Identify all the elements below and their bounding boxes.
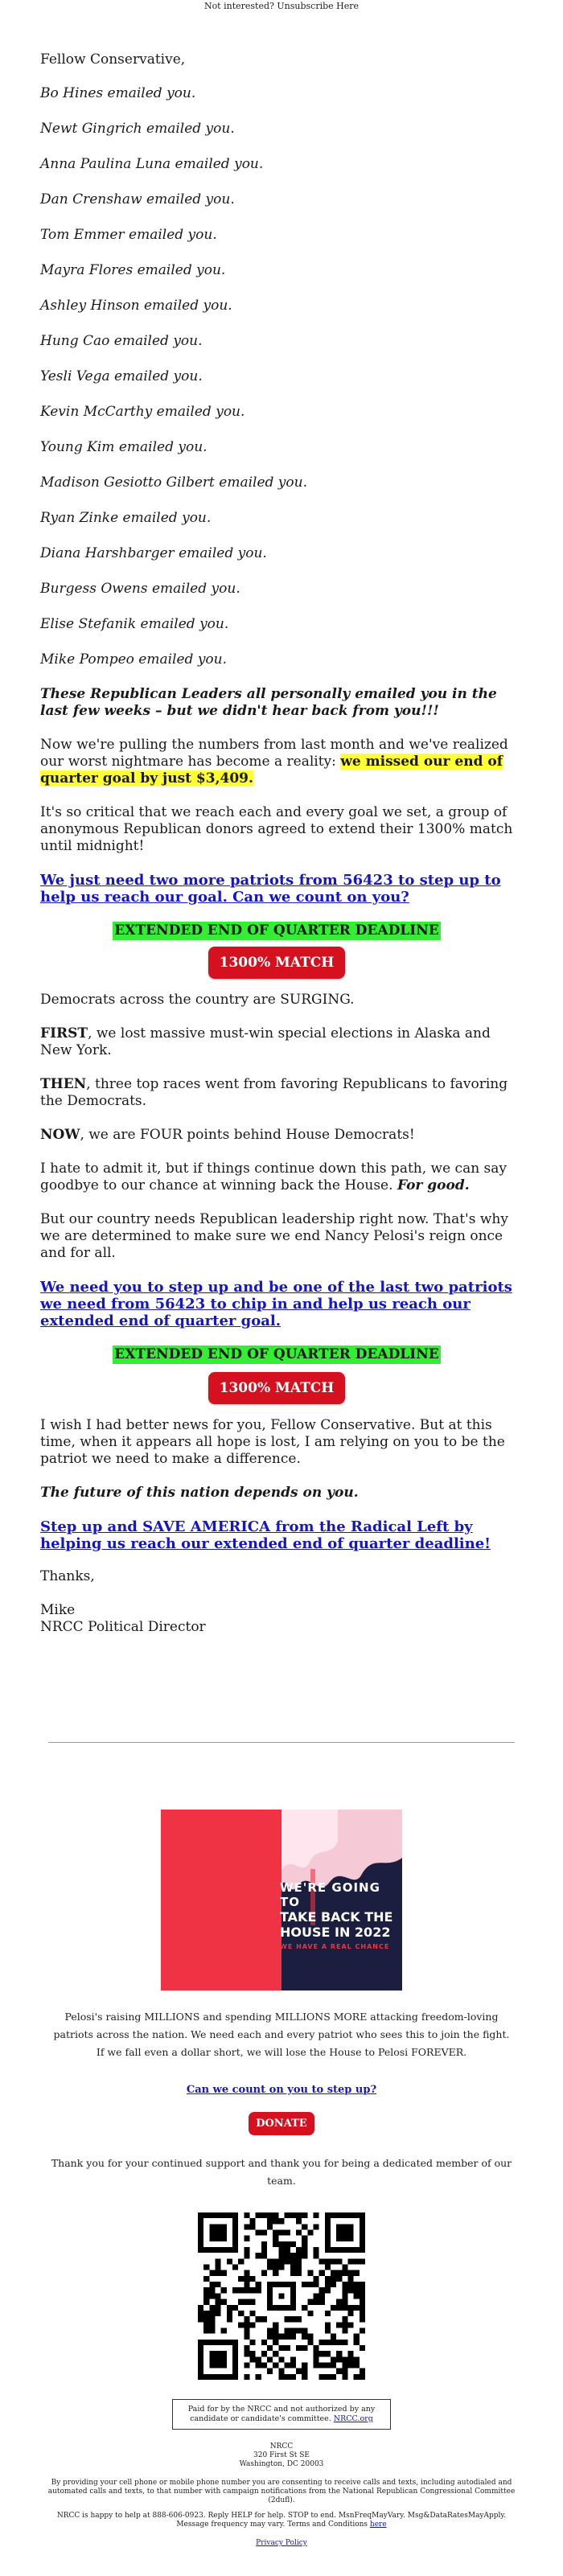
emailed-item: Hung Cao emailed you.: [40, 333, 203, 349]
emailed-item: Mayra Flores emailed you.: [40, 262, 226, 278]
emailed-item: Bo Hines emailed you.: [40, 85, 196, 101]
match-button[interactable]: 1300% MATCH: [208, 1372, 346, 1404]
banner-line-1: WE'RE GOING TO: [280, 1880, 380, 1909]
emailed-item: Tom Emmer emailed you.: [40, 227, 217, 243]
emailed-item: Elise Stefanik emailed you.: [40, 616, 229, 632]
leadership-paragraph: But our country needs Republican leadership right now. That's why we are determined to make sure we end Nancy Pelosi's reign once and for all.: [40, 1211, 508, 1261]
org-name: NRCC: [269, 2442, 294, 2451]
signature-name: Mike: [40, 1602, 76, 1618]
paid-for-text: Paid for by the NRCC and not authorized by any candidate or candidate's committee.: [187, 2405, 376, 2423]
consent-text: By providing your cell phone or mobile phone number you are consenting to receive calls and texts, including autodialed and automated calls and texts, to that number with campaign notifications from the National Republican Congressional Committee (2dufl).: [47, 2479, 516, 2504]
first-text: , we lost massive must-win special elections in Alaska and New York.: [40, 1025, 491, 1058]
count-on-you-link[interactable]: Can we count on you to step up?: [186, 2084, 377, 2096]
qr-code[interactable]: [198, 2212, 365, 2380]
thank-you-paragraph: Thank you for your continued support and thank you for being a dedicated member of our team.: [51, 2157, 512, 2187]
emailed-item: Yesli Vega emailed you.: [40, 368, 203, 384]
now-text: , we are FOUR points behind House Democrats!: [80, 1127, 415, 1143]
org-city: Washington, DC 20003: [239, 2460, 324, 2468]
greeting: Fellow Conservative,: [40, 51, 186, 68]
then-paragraph: [40, 1076, 513, 1110]
banner-line-2: TAKE BACK THE: [280, 1909, 393, 1925]
nrcc-site-link[interactable]: NRCC.org: [333, 2414, 373, 2423]
emailed-item: Ryan Zinke emailed you.: [40, 510, 212, 526]
goodbye-paragraph: [40, 1161, 513, 1194]
donate-button[interactable]: DONATE: [249, 2112, 314, 2135]
future-paragraph: The future of this nation depends on you.: [40, 1485, 359, 1501]
cta-link-save-america[interactable]: Step up and SAVE AMERICA from the Radical Left by helping us reach our extended end of quarter deadline!: [40, 1518, 491, 1552]
emailed-item: Anna Paulina Luna emailed you.: [40, 156, 264, 172]
address-block: [0, 2442, 563, 2469]
emailed-item: Burgess Owens emailed you.: [40, 581, 240, 597]
numbers-text: Now we're pulling the numbers from last month and we've realized our worst nightmare has become a reality:: [40, 737, 508, 770]
then-text: , three top races went from favoring Republicans to favoring the Democrats.: [40, 1076, 508, 1109]
goal-highlight: we missed our end of quarter goal by just $3,409.: [40, 754, 503, 787]
then-label: THEN: [40, 1076, 87, 1092]
deadline-banner: EXTENDED END OF QUARTER DEADLINE: [114, 922, 439, 939]
banner-line-3: HOUSE IN 2022: [280, 1925, 391, 1940]
sms-text: NRCC is happy to help at 888-606-0923. Reply HELP for help. STOP to end. MsnFreqMayVary. Msg&DataRatesMayApply. Message frequency may vary. Terms and Conditions: [56, 2512, 507, 2529]
take-back-house-banner[interactable]: [161, 1810, 402, 1991]
footer: [0, 1810, 563, 2548]
first-paragraph: [40, 1025, 513, 1059]
first-label: FIRST: [40, 1025, 88, 1041]
banner-line-4: WE HAVE A REAL CHANCE: [280, 1943, 390, 1950]
cta-link-chip-in[interactable]: We need you to step up and be one of the last two patriots we need from 56423 to chip in and help us reach our extended end of quarter goal.: [40, 1279, 512, 1329]
emailed-list: [40, 84, 513, 668]
qr-code-graphic: [198, 2212, 365, 2380]
terms-link[interactable]: here: [369, 2521, 387, 2529]
unsubscribe-link[interactable]: Not interested? Unsubscribe Here: [203, 1, 360, 11]
surging-paragraph: Democrats across the country are SURGING.: [40, 992, 355, 1008]
match-button[interactable]: 1300% MATCH: [208, 947, 346, 979]
emailed-item: Young Kim emailed you.: [40, 439, 208, 455]
emailed-item: Ashley Hinson emailed you.: [40, 298, 232, 314]
emailed-item: Madison Gesiotto Gilbert emailed you.: [40, 475, 307, 491]
signature-title: NRCC Political Director: [40, 1619, 206, 1635]
unsubscribe-bar: [0, 0, 563, 14]
match-paragraph: It's so critical that we reach each and every goal we set, a group of anonymous Republican donors agreed to extend their 1300% match until midnight!: [40, 804, 513, 854]
email-body: [40, 51, 513, 1636]
divider: [48, 1742, 515, 1743]
org-street: 320 First St SE: [253, 2451, 310, 2459]
now-label: NOW: [40, 1127, 80, 1143]
thanks: Thanks,: [40, 1568, 95, 1584]
emailed-item: Dan Crenshaw emailed you.: [40, 191, 235, 207]
emailed-item: Diana Harshbarger emailed you.: [40, 545, 267, 561]
sms-text-paragraph: [40, 2512, 523, 2529]
paid-for-box: [172, 2399, 391, 2430]
numbers-paragraph: [40, 737, 513, 787]
pelosi-paragraph: Pelosi's raising MILLIONS and spending MILLIONS MORE attacking freedom-loving patriots across the nation. We need each and every patriot who sees this to join the fight. If we fall even a dollar short, we will lose the House to Pelosi FOREVER.: [53, 2011, 510, 2058]
now-paragraph: [40, 1127, 513, 1144]
emailed-item: Kevin McCarthy emailed you.: [40, 404, 245, 420]
goodbye-text: I hate to admit it, but if things continue down this path, we can say goodbye to our chance at winning back the House.: [40, 1161, 508, 1194]
emailed-item: Mike Pompeo emailed you.: [40, 651, 228, 668]
goodbye-emphasis: For good.: [397, 1177, 470, 1194]
wish-paragraph: I wish I had better news for you, Fellow Conservative. But at this time, when it appears all hope is lost, I am relying on you to be the patriot we need to make a difference.: [40, 1417, 505, 1467]
emailed-item: Newt Gingrich emailed you.: [40, 121, 235, 137]
cta-link-count-on-you[interactable]: We just need two more patriots from 56423 to step up to help us reach our goal. Can we count on you?: [40, 872, 501, 906]
leaders-note: These Republican Leaders all personally emailed you in the last few weeks – but we didn't hear back from you!!!: [40, 686, 497, 719]
privacy-policy-link[interactable]: Privacy Policy: [256, 2539, 307, 2547]
deadline-banner: EXTENDED END OF QUARTER DEADLINE: [114, 1346, 439, 1362]
